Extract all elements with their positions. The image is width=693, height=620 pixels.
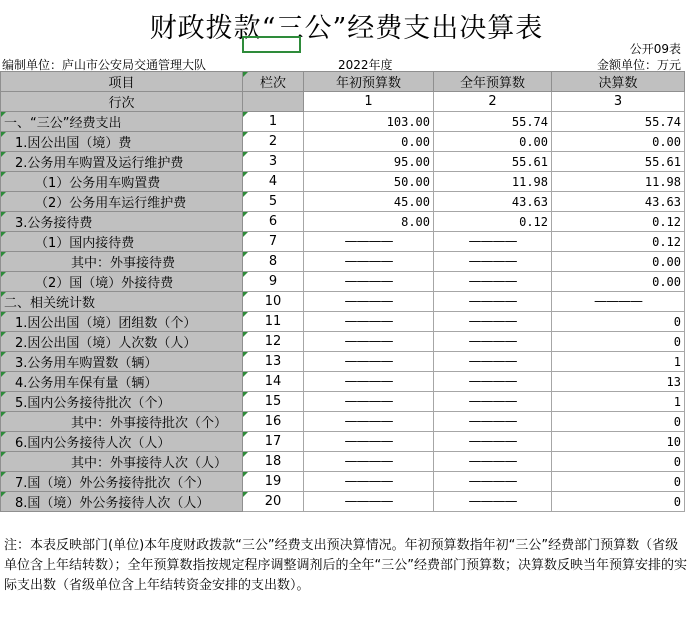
table-row xyxy=(1,152,685,172)
footnote: 注：本表反映部门(单位)本年度财政拨款“三公”经费支出预决算情况。年初预算数指年初“三公”经费部门预算数（省级单位含上年结转数）；全年预算数指按规定程序调整调剂后的全年“三公”经费部门预算数；决算数反映当年预算安排的实际支出数（省级单位含上年结转资金安排的支出数）。 xyxy=(4,538,687,593)
row-line-no[interactable]: 2 xyxy=(243,132,304,152)
row-budget-full[interactable]: 11.98 xyxy=(434,172,552,192)
subheader-c1: 1 xyxy=(304,92,434,112)
row-item-name[interactable]: 2.因公出国（境）人次数（人） xyxy=(1,332,243,352)
row-final[interactable]: 1 xyxy=(552,392,685,412)
row-budget-full[interactable]: 55.61 xyxy=(434,152,552,172)
row-final[interactable]: 0.00 xyxy=(552,252,685,272)
table-row xyxy=(1,292,685,312)
row-line-no[interactable]: 1 xyxy=(243,112,304,132)
row-item-name[interactable]: 3.公务接待费 xyxy=(1,212,243,232)
row-budget-initial[interactable]: ———— xyxy=(304,312,434,332)
row-item-name[interactable]: 二、相关统计数 xyxy=(1,292,243,312)
row-budget-full[interactable]: ———— xyxy=(434,232,552,252)
row-line-no[interactable]: 3 xyxy=(243,152,304,172)
subheader-c2: 2 xyxy=(434,92,552,112)
row-budget-full[interactable]: ———— xyxy=(434,252,552,272)
row-budget-full[interactable]: ———— xyxy=(434,492,552,512)
table-row xyxy=(1,432,685,452)
row-line-no[interactable]: 6 xyxy=(243,212,304,232)
row-line-no[interactable]: 20 xyxy=(243,492,304,512)
row-budget-full[interactable]: ———— xyxy=(434,412,552,432)
row-budget-full[interactable]: 0.12 xyxy=(434,212,552,232)
row-final[interactable]: ———— xyxy=(552,292,685,312)
row-item-name[interactable]: 2.公务用车购置及运行维护费 xyxy=(1,152,243,172)
row-item-name[interactable]: 7.国（境）外公务接待批次（个） xyxy=(1,472,243,492)
row-budget-initial[interactable]: ———— xyxy=(304,292,434,312)
row-final[interactable]: 0 xyxy=(552,492,685,512)
row-budget-full[interactable]: ———— xyxy=(434,352,552,372)
table-row xyxy=(1,492,685,512)
row-final[interactable]: 0 xyxy=(552,472,685,492)
row-final[interactable]: 0.00 xyxy=(552,132,685,152)
row-final[interactable]: 0 xyxy=(552,452,685,472)
row-budget-initial[interactable]: 50.00 xyxy=(304,172,434,192)
table-row xyxy=(1,272,685,292)
row-budget-initial[interactable]: 45.00 xyxy=(304,192,434,212)
row-budget-initial[interactable]: ———— xyxy=(304,272,434,292)
row-item-name[interactable]: （1）公务用车购置费 xyxy=(1,172,243,192)
row-line-no[interactable]: 5 xyxy=(243,192,304,212)
table-row xyxy=(1,172,685,192)
row-budget-full[interactable]: 43.63 xyxy=(434,192,552,212)
row-final[interactable]: 0.12 xyxy=(552,232,685,252)
row-final[interactable]: 13 xyxy=(552,372,685,392)
table-row xyxy=(1,472,685,492)
row-budget-initial[interactable]: ———— xyxy=(304,392,434,412)
form-code: 公开09表 xyxy=(629,42,681,56)
row-final[interactable]: 1 xyxy=(552,352,685,372)
row-line-no[interactable]: 18 xyxy=(243,452,304,472)
header-item: 项目 xyxy=(1,72,243,92)
row-item-name[interactable]: 1.因公出国（境）团组数（个） xyxy=(1,312,243,332)
header-final: 决算数 xyxy=(552,72,685,92)
row-budget-full[interactable]: 0.00 xyxy=(434,132,552,152)
row-item-name[interactable]: 4.公务用车保有量（辆） xyxy=(1,372,243,392)
table-row xyxy=(1,112,685,132)
row-final[interactable]: 11.98 xyxy=(552,172,685,192)
row-final[interactable]: 55.61 xyxy=(552,152,685,172)
subheader-label: 行次 xyxy=(1,92,243,112)
row-line-no[interactable]: 11 xyxy=(243,312,304,332)
subheader-blank xyxy=(243,92,304,112)
row-line-no[interactable]: 8 xyxy=(243,252,304,272)
subheader-row xyxy=(1,92,685,112)
row-budget-full[interactable]: ———— xyxy=(434,372,552,392)
row-final[interactable]: 43.63 xyxy=(552,192,685,212)
row-budget-full[interactable]: ———— xyxy=(434,452,552,472)
row-budget-initial[interactable]: ———— xyxy=(304,452,434,472)
table-row xyxy=(1,132,685,152)
row-final[interactable]: 0.12 xyxy=(552,212,685,232)
row-budget-full[interactable]: 55.74 xyxy=(434,112,552,132)
row-item-name[interactable]: 6.国内公务接待人次（人） xyxy=(1,432,243,452)
row-line-no[interactable]: 7 xyxy=(243,232,304,252)
table-row xyxy=(1,192,685,212)
page-title: 财政拨款“三公”经费支出决算表 xyxy=(149,13,544,44)
row-budget-initial[interactable]: ———— xyxy=(304,412,434,432)
expense-table xyxy=(0,71,685,512)
row-budget-full[interactable]: ———— xyxy=(434,392,552,412)
row-item-name[interactable]: 其中：外事接待人次（人） xyxy=(1,452,243,472)
row-item-name[interactable]: 1.因公出国（境）费 xyxy=(1,132,243,152)
table-row xyxy=(1,372,685,392)
table-row xyxy=(1,232,685,252)
row-line-no[interactable]: 13 xyxy=(243,352,304,372)
table-row xyxy=(1,252,685,272)
row-item-name[interactable]: （1）国内接待费 xyxy=(1,232,243,252)
row-budget-initial[interactable]: ———— xyxy=(304,492,434,512)
header-row xyxy=(1,72,685,92)
row-budget-initial[interactable]: ———— xyxy=(304,252,434,272)
row-final[interactable]: 0 xyxy=(552,332,685,352)
header-line: 栏次 xyxy=(243,72,304,92)
row-line-no[interactable]: 4 xyxy=(243,172,304,192)
row-item-name[interactable]: 8.国（境）外公务接待人次（人） xyxy=(1,492,243,512)
table-row xyxy=(1,352,685,372)
table-row xyxy=(1,332,685,352)
row-line-no[interactable]: 10 xyxy=(243,292,304,312)
row-budget-initial[interactable]: ———— xyxy=(304,232,434,252)
row-item-name[interactable]: 其中：外事接待费 xyxy=(1,252,243,272)
row-budget-initial[interactable]: 95.00 xyxy=(304,152,434,172)
row-budget-initial[interactable]: ———— xyxy=(304,432,434,452)
row-line-no[interactable]: 12 xyxy=(243,332,304,352)
amount-unit: 金额单位：万元 xyxy=(596,58,681,72)
row-budget-initial[interactable]: 103.00 xyxy=(304,112,434,132)
row-budget-full[interactable]: ———— xyxy=(434,312,552,332)
row-budget-full[interactable]: ———— xyxy=(434,272,552,292)
row-budget-initial[interactable]: ———— xyxy=(304,472,434,492)
row-budget-initial[interactable]: 8.00 xyxy=(304,212,434,232)
table-row xyxy=(1,412,685,432)
row-budget-initial[interactable]: 0.00 xyxy=(304,132,434,152)
table-row xyxy=(1,312,685,332)
subheader-c3: 3 xyxy=(552,92,685,112)
row-item-name[interactable]: 其中：外事接待批次（个） xyxy=(1,412,243,432)
row-line-no[interactable]: 19 xyxy=(243,472,304,492)
unit-label: 编制单位：庐山市公安局交通管理大队 xyxy=(2,58,207,72)
table-row xyxy=(1,452,685,472)
row-line-no[interactable]: 14 xyxy=(243,372,304,392)
row-item-name[interactable]: （2）公务用车运行维护费 xyxy=(1,192,243,212)
selected-cell[interactable] xyxy=(242,36,301,53)
row-final[interactable]: 0.00 xyxy=(552,272,685,292)
table-row xyxy=(1,392,685,412)
row-item-name[interactable]: （2）国（境）外接待费 xyxy=(1,272,243,292)
row-final[interactable]: 10 xyxy=(552,432,685,452)
row-line-no[interactable]: 15 xyxy=(243,392,304,412)
table-row xyxy=(1,212,685,232)
row-budget-full[interactable]: ———— xyxy=(434,432,552,452)
year-label: 2022年度 xyxy=(338,58,393,72)
row-budget-initial[interactable]: ———— xyxy=(304,372,434,392)
header-budget-full: 全年预算数 xyxy=(434,72,552,92)
row-budget-full[interactable]: ———— xyxy=(434,332,552,352)
row-line-no[interactable]: 9 xyxy=(243,272,304,292)
row-item-name[interactable]: 3.公务用车购置数（辆） xyxy=(1,352,243,372)
row-final[interactable]: 55.74 xyxy=(552,112,685,132)
row-final[interactable]: 0 xyxy=(552,312,685,332)
row-budget-initial[interactable]: ———— xyxy=(304,352,434,372)
row-final[interactable]: 0 xyxy=(552,412,685,432)
row-budget-full[interactable]: ———— xyxy=(434,472,552,492)
row-budget-full[interactable]: ———— xyxy=(434,292,552,312)
row-line-no[interactable]: 17 xyxy=(243,432,304,452)
row-item-name[interactable]: 一、“三公”经费支出 xyxy=(1,112,243,132)
row-item-name[interactable]: 5.国内公务接待批次（个） xyxy=(1,392,243,412)
row-line-no[interactable]: 16 xyxy=(243,412,304,432)
header-budget-initial: 年初预算数 xyxy=(304,72,434,92)
row-budget-initial[interactable]: ———— xyxy=(304,332,434,352)
